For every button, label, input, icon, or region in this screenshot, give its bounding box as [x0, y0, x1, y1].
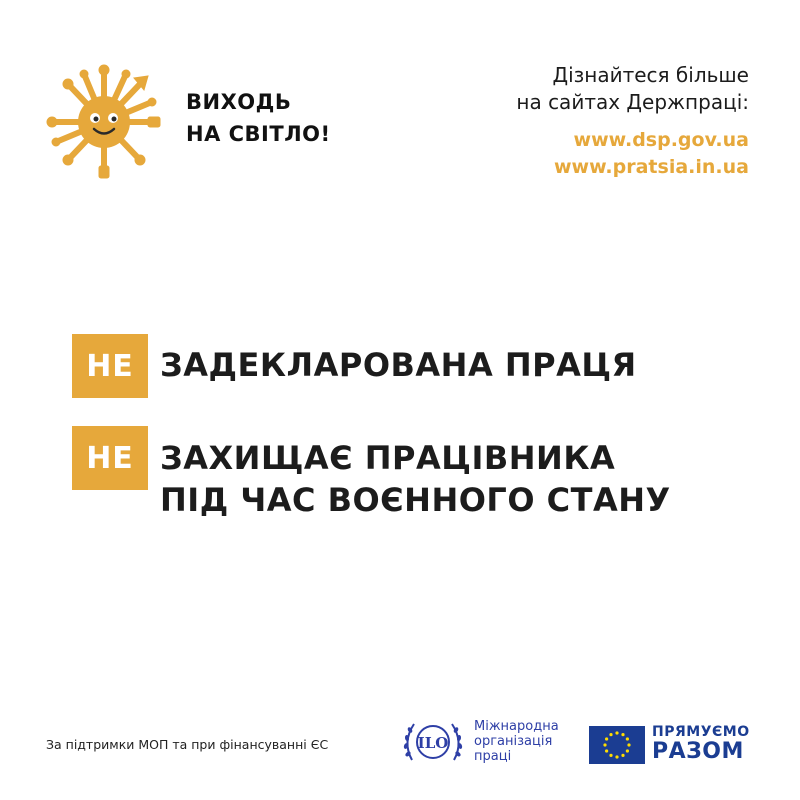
eu-star — [603, 743, 606, 746]
eu-flag-icon — [589, 726, 645, 764]
eu-star — [626, 737, 629, 740]
website-links — [554, 127, 749, 181]
eu-slogan-line2: РАЗОМ — [652, 739, 744, 764]
statement-1 — [160, 344, 637, 386]
ilo-emblem-letters: ILO — [417, 734, 449, 752]
eu-star — [605, 749, 608, 752]
support-note: За підтримки МОП та при фінансуванні ЄС — [46, 737, 329, 752]
ilo-name — [474, 719, 559, 764]
eu-star — [615, 755, 618, 758]
ilo-name-line2: організація — [474, 734, 553, 749]
eu-star — [605, 737, 608, 740]
campaign-title-line2: НА СВІТЛО! — [186, 122, 331, 146]
ilo-emblem-icon — [398, 716, 468, 768]
link-pratsia[interactable]: www.pratsia.in.ua — [553, 156, 749, 178]
ne-badge-1: НЕ — [72, 334, 148, 398]
statement-1-line1: ЗАДЕКЛАРОВАНА ПРАЦЯ — [160, 346, 637, 384]
eu-star — [621, 733, 624, 736]
eu-star — [609, 733, 612, 736]
link-dsp[interactable]: www.dsp.gov.ua — [573, 129, 749, 151]
eu-star — [626, 749, 629, 752]
info-line2: на сайтах Держпраці: — [516, 90, 749, 114]
ilo-name-line1: Міжнародна — [474, 719, 559, 734]
ilo-name-line3: праці — [474, 749, 512, 764]
eu-slogan — [652, 725, 750, 763]
info-text — [516, 62, 749, 116]
campaign-title — [186, 86, 331, 150]
info-line1: Дізнайтеся більше — [552, 63, 749, 87]
eu-slogan-line1: ПРЯМУЄМО — [652, 724, 750, 740]
statement-2 — [160, 437, 671, 521]
eu-star — [615, 731, 618, 734]
ne-badge-2: НЕ — [72, 426, 148, 490]
sun-mascot-logo — [44, 62, 164, 182]
statement-2-line1: ЗАХИЩАЄ ПРАЦІВНИКА — [160, 439, 616, 477]
campaign-title-line1: ВИХОДЬ — [186, 90, 292, 114]
eu-star — [627, 743, 630, 746]
eu-star — [609, 754, 612, 757]
eu-star — [621, 754, 624, 757]
statement-2-line2: ПІД ЧАС ВОЄННОГО СТАНУ — [160, 481, 671, 519]
